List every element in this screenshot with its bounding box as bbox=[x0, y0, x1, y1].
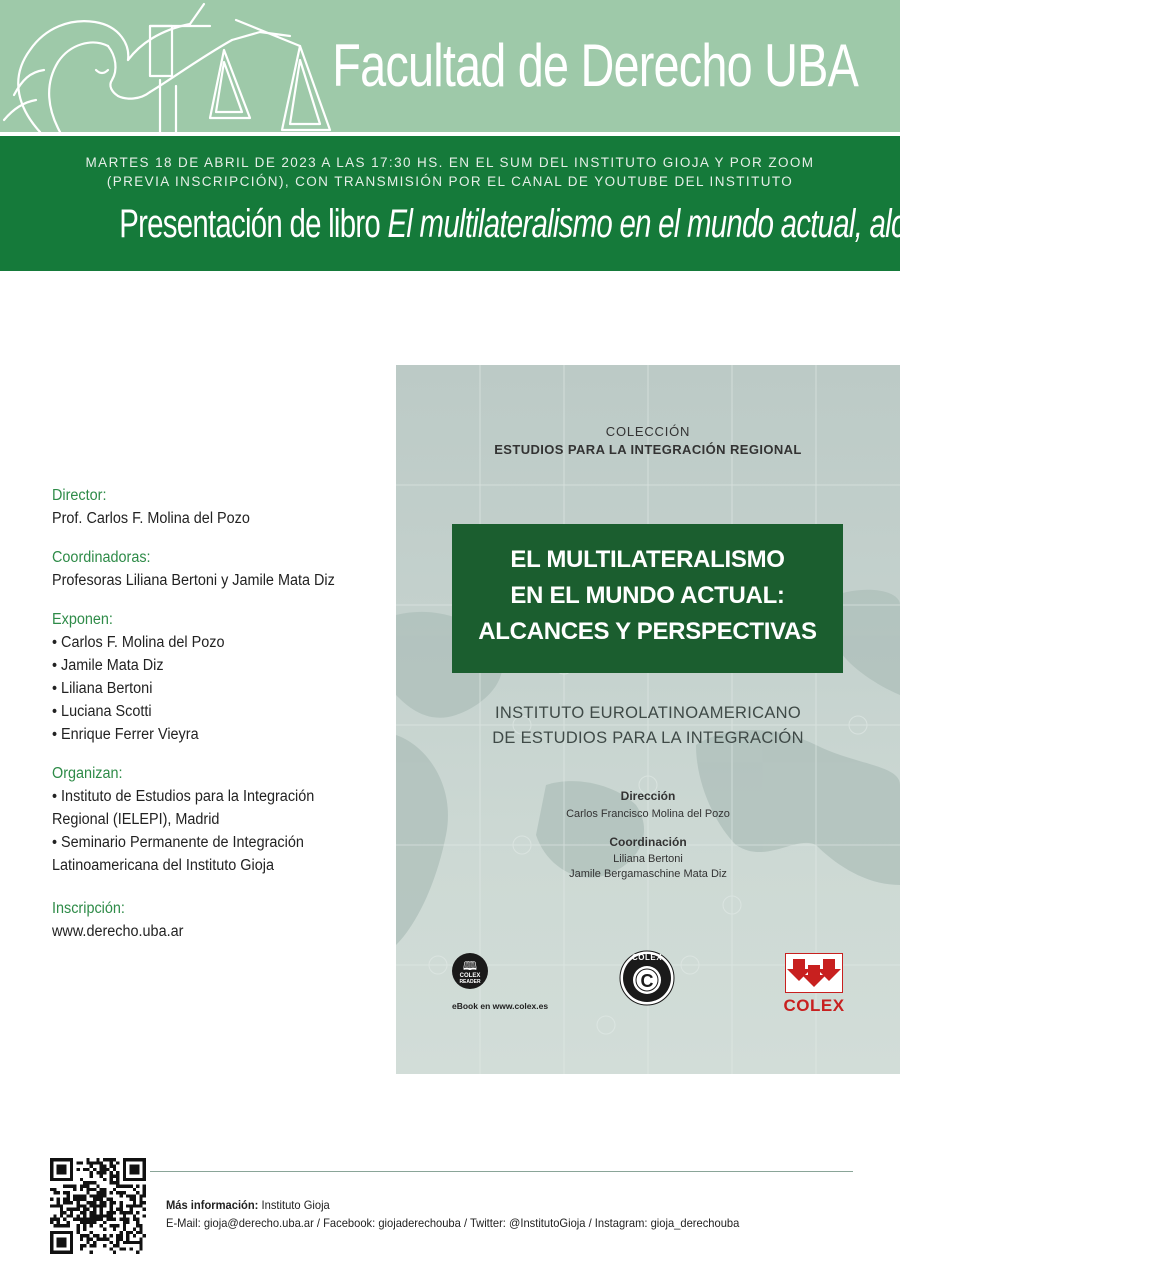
registration-link[interactable]: www.derecho.uba.ar bbox=[52, 923, 184, 940]
coordinators-value: Profesoras Liliana Bertoni y Jamile Mata Diz bbox=[52, 572, 335, 589]
footer-divider bbox=[150, 1171, 853, 1172]
more-info bbox=[166, 1198, 330, 1212]
speaker-item: • Jamile Mata Diz bbox=[52, 657, 164, 674]
coordination-name: Jamile Bergamaschine Mata Diz bbox=[569, 868, 727, 880]
organizers-section bbox=[52, 762, 359, 877]
coordination-label: Coordinación bbox=[609, 835, 687, 849]
speaker-item: • Enrique Ferrer Vieyra bbox=[52, 726, 199, 743]
direction-label: Dirección bbox=[620, 789, 676, 803]
speaker-item: • Liliana Bertoni bbox=[52, 680, 153, 697]
qr-finder-pattern bbox=[57, 1237, 67, 1247]
book-title-line: EN EL MUNDO ACTUAL: bbox=[510, 582, 785, 609]
event-details-line-1: MARTES 18 DE ABRIL DE 2023 A LAS 17:30 HS. EN EL SUM DEL INSTITUTO GIOJA Y POR ZOOM bbox=[85, 155, 815, 170]
event-details-line-2: (PREVIA INSCRIPCIÓN), CON TRANSMISIÓN POR EL CANAL DE YOUTUBE DEL INSTITUTO bbox=[106, 174, 794, 189]
book-icon: 🕮 bbox=[462, 959, 478, 973]
speakers-section bbox=[52, 608, 359, 746]
faculty-title: Facultad de Derecho UBA bbox=[332, 32, 858, 99]
institute-line: DE ESTUDIOS PARA LA INTEGRACIÓN bbox=[492, 729, 804, 747]
collection-name: ESTUDIOS PARA LA INTEGRACIÓN REGIONAL bbox=[494, 442, 802, 457]
more-info-value: Instituto Gioja bbox=[261, 1198, 330, 1212]
collection-label: COLECCIÓN bbox=[605, 424, 691, 439]
justice-figure-illustration bbox=[0, 0, 350, 132]
reader-badge-line-1: COLEX bbox=[459, 973, 481, 979]
event-title-prefix: Presentación de libro bbox=[119, 202, 381, 246]
direction-name: Carlos Francisco Molina del Pozo bbox=[566, 808, 730, 820]
qr-finder-pattern bbox=[129, 1165, 139, 1175]
event-title bbox=[119, 200, 1165, 248]
qr-finder-pattern bbox=[57, 1165, 67, 1175]
organizer-item: • Instituto de Estudios para la Integración Regional (IELEPI), Madrid bbox=[52, 788, 315, 828]
director-value: Prof. Carlos F. Molina del Pozo bbox=[52, 510, 250, 527]
ebook-link: eBook en www.colex.es bbox=[452, 1001, 549, 1011]
header-banner bbox=[0, 0, 900, 132]
seal-text: COLEX bbox=[631, 953, 663, 962]
speaker-item: • Luciana Scotti bbox=[52, 703, 152, 720]
event-book-title: El multilateralismo en el mundo actual, alcances y perspectivas bbox=[387, 202, 1165, 246]
institute-line: INSTITUTO EUROLATINOAMERICANO bbox=[494, 704, 802, 722]
colex-arrows-logo bbox=[785, 953, 843, 993]
coordinators-section bbox=[52, 546, 359, 592]
coordination-name: Liliana Bertoni bbox=[613, 853, 683, 865]
coordinators-label: Coordinadoras: bbox=[52, 549, 151, 566]
speakers-label: Exponen: bbox=[52, 611, 113, 628]
organizers-label: Organizan: bbox=[52, 765, 123, 782]
book-title-line: EL MULTILATERALISMO bbox=[510, 546, 785, 573]
reader-badge-line-2: READER bbox=[459, 979, 481, 985]
speaker-item: • Carlos F. Molina del Pozo bbox=[52, 634, 225, 651]
event-band bbox=[0, 136, 1165, 271]
colex-reader-badge bbox=[452, 953, 488, 989]
qr-code[interactable] bbox=[50, 1158, 146, 1254]
registration-label: Inscripción: bbox=[52, 900, 125, 917]
contact-details: E-Mail: gioja@derecho.uba.ar / Facebook: giojaderechouba / Twitter: @InstitutoGioja / Instagram: gioja_derechouba bbox=[166, 1216, 740, 1230]
event-info bbox=[52, 484, 359, 959]
book-cover bbox=[396, 365, 900, 1074]
registration-section bbox=[52, 897, 359, 943]
seal-letter: C bbox=[640, 971, 654, 991]
director-section bbox=[52, 484, 359, 530]
institute-name bbox=[396, 701, 900, 751]
director-label: Director: bbox=[52, 487, 107, 504]
more-info-label: Más información: bbox=[166, 1198, 259, 1212]
organizer-item: • Seminario Permanente de Integración Latinoamericana del Instituto Gioja bbox=[52, 834, 304, 874]
book-title-box bbox=[452, 524, 843, 673]
book-title-line: ALCANCES Y PERSPECTIVAS bbox=[478, 618, 817, 645]
publisher-name: COLEX bbox=[783, 996, 845, 1015]
